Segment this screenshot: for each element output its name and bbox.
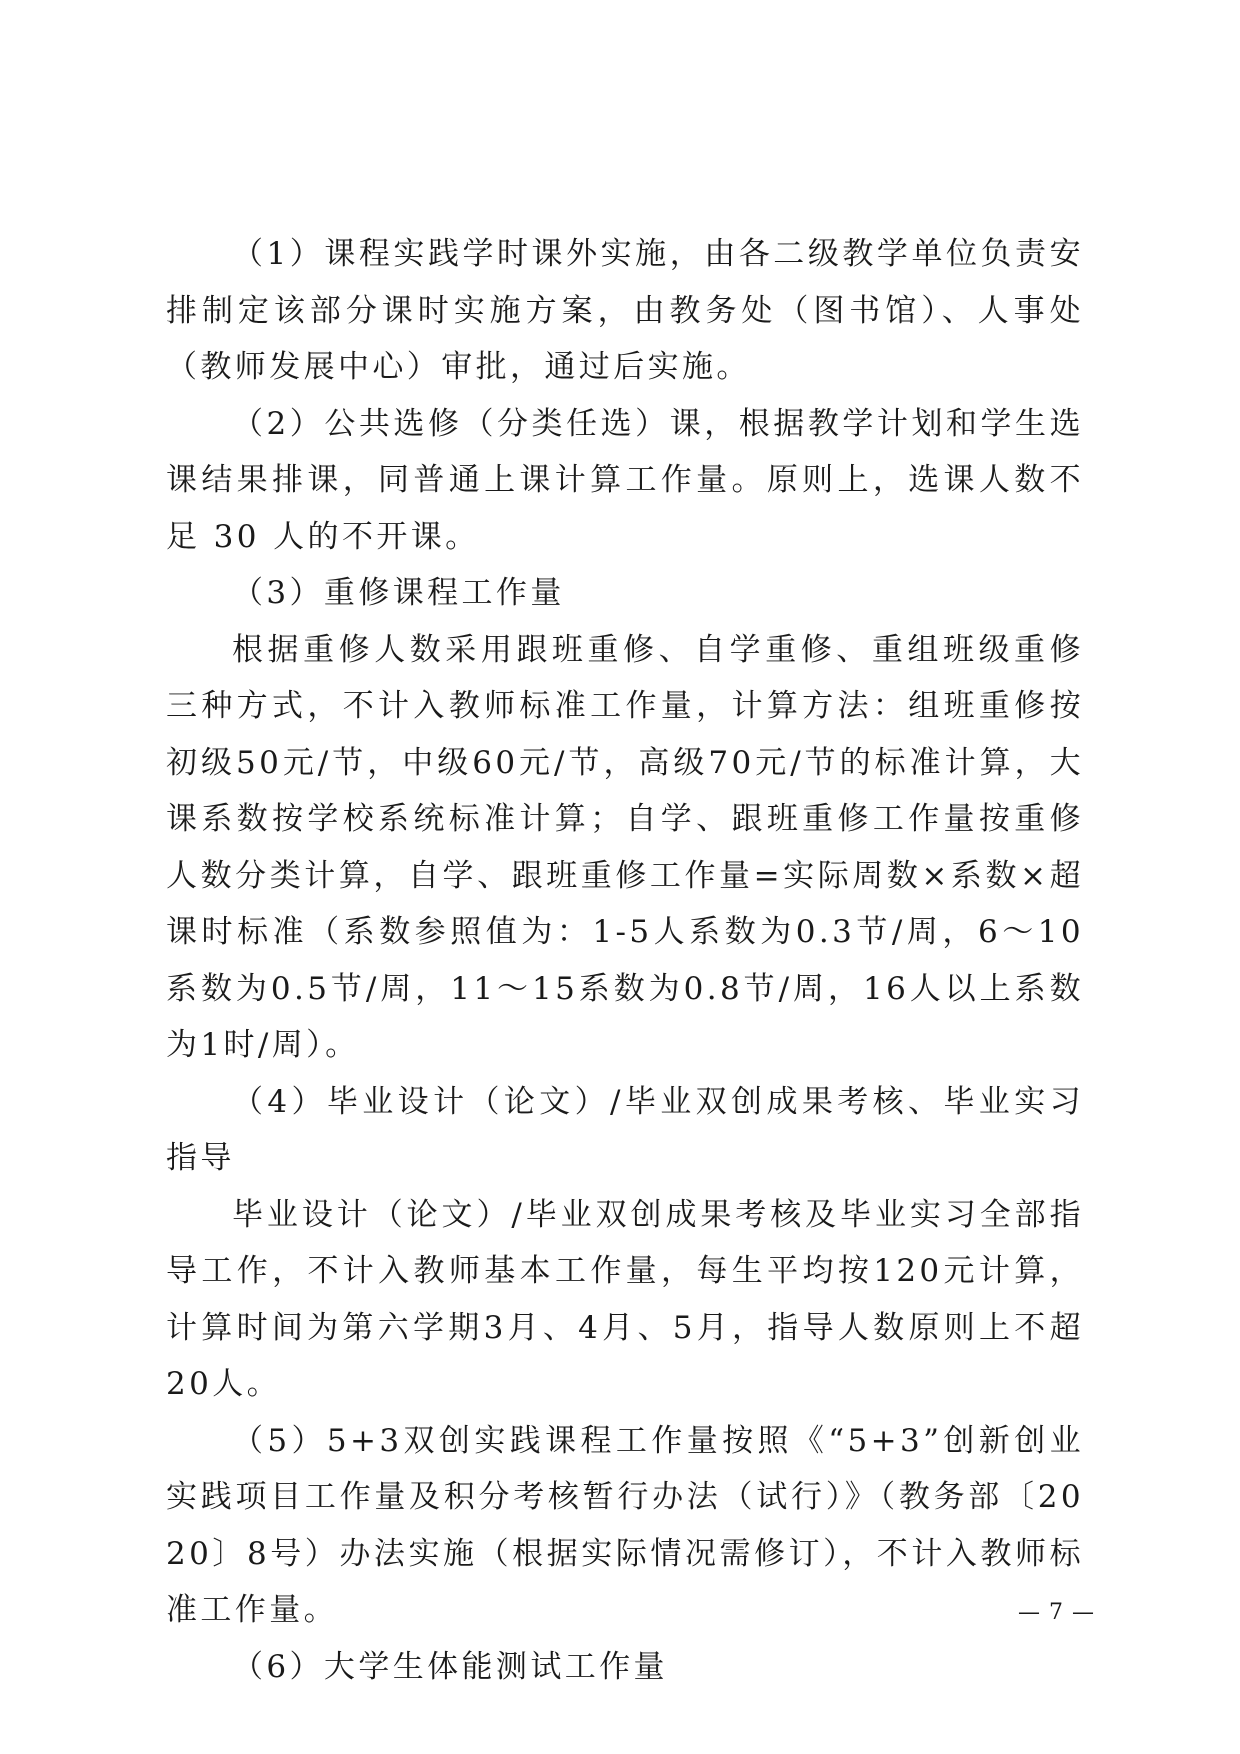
paragraph-innovation-practice: （5）5+3双创实践课程工作量按照《“5+3”创新创业实践项目工作量及积分考核暂行办法（试行）》（教务部〔2020〕8号）办法实施（根据实际情况需修订），不计入教师标准工作量。	[166, 1422, 1084, 1628]
paragraph-course-practice: （1）课程实践学时课外实施，由各二级教学单位负责安排制定该部分课时实施方案，由教务处（图书馆）、人事处（教师发展中心）审批，通过后实施。	[166, 236, 1084, 385]
heading-fitness-test: （6）大学生体能测试工作量	[232, 1648, 668, 1685]
heading-retake-workload: （3）重修课程工作量	[232, 575, 565, 611]
heading-graduation-design: （4）毕业设计（论文）/毕业双创成果考核、毕业实习指导	[166, 1083, 1084, 1176]
paragraph-public-electives: （2）公共选修（分类任选）课，根据教学计划和学生选课结果排课，同普通上课计算工作量。原则上，选课人数不足 30 人的不开课。	[166, 405, 1084, 555]
paragraph-graduation-design: 毕业设计（论文）/毕业双创成果考核及毕业实习全部指导工作，不计入教师基本工作量，每生平均按120元计算，计算时间为第六学期3月、4月、5月，指导人数原则上不超20人。	[166, 1196, 1084, 1402]
paragraph-retake-workload: 根据重修人数采用跟班重修、自学重修、重组班级重修三种方式，不计入教师标准工作量，计算方法：组班重修按初级50元/节，中级60元/节，高级70元/节的标准计算，大课系数按学校系统标准计算；自学、跟班重修工作量按重修人数分类计算，自学、跟班重修工作量=实际周数×系数×超课时标准（系数参照值为：1-5人系数为0.3节/周，6～10系数为0.5节/周，11～15系数为0.8节/周，16人以上系数为1时/周）。	[166, 631, 1084, 1063]
document-body	[166, 226, 1084, 1695]
page-number: — 7 —	[1018, 1600, 1095, 1625]
